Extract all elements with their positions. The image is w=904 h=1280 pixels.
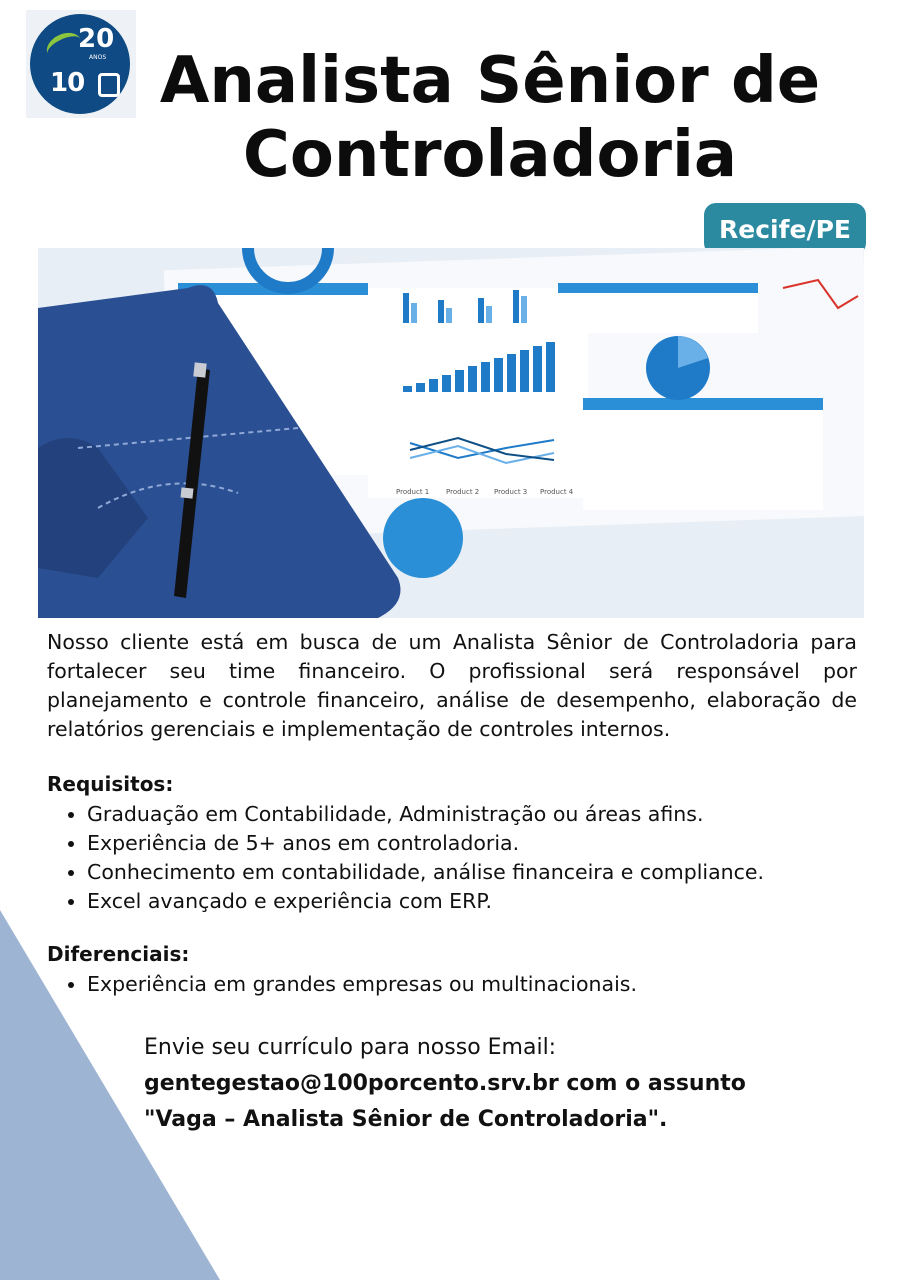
contact-block — [144, 1030, 844, 1138]
title-line-2: Controladoria — [242, 118, 738, 192]
finance-documents-photo — [38, 248, 864, 618]
differentials-list — [47, 970, 637, 999]
title-line-1: Analista Sênior de — [159, 44, 821, 118]
differentials-heading: Diferenciais: — [47, 942, 190, 966]
logo-anniversary-number: 20 — [78, 24, 115, 54]
logo-anniversary-label: ANOS — [89, 54, 107, 61]
list-item: • Experiência de 5+ anos em controladoria. — [87, 829, 764, 858]
requirements-heading: Requisitos: — [47, 772, 174, 796]
photo-chart-label: Product 2 — [446, 488, 480, 496]
list-item: • Experiência em grandes empresas ou multinacionais. — [87, 970, 637, 999]
photo-chart-label: Product 4 — [540, 488, 574, 496]
requirements-list — [47, 800, 764, 916]
photo-illustration — [38, 248, 864, 618]
job-description: Nosso cliente está em busca de um Analista Sênior de Controladoria para fortalecer seu time financeiro. O profissional será responsável por planejamento e controle financeiro, análise de desempenho, elaboração de relatórios gerenciais e implementação de controles internos. — [47, 630, 857, 741]
logo-percent-icon — [98, 73, 120, 97]
list-item: • Conhecimento em contabilidade, análise financeira e compliance. — [87, 858, 764, 887]
list-item: • Excel avançado e experiência com ERP. — [87, 887, 764, 916]
photo-chart-label: Product 3 — [494, 488, 528, 496]
contact-subject: "Vaga – Analista Sênior de Controladoria". — [144, 1107, 668, 1132]
photo-chart-label: Product 1 — [396, 488, 430, 496]
page-title — [130, 44, 850, 192]
location-badge: Recife/PE — [704, 203, 866, 255]
contact-instructions: Envie seu currículo para nosso Email: — [144, 1035, 557, 1060]
company-logo — [26, 10, 136, 118]
contact-email[interactable]: gentegestao@100porcento.srv.br com o assunto — [144, 1071, 746, 1096]
logo-brand: 10 — [50, 68, 85, 98]
list-item: • Graduação em Contabilidade, Administração ou áreas afins. — [87, 800, 764, 829]
